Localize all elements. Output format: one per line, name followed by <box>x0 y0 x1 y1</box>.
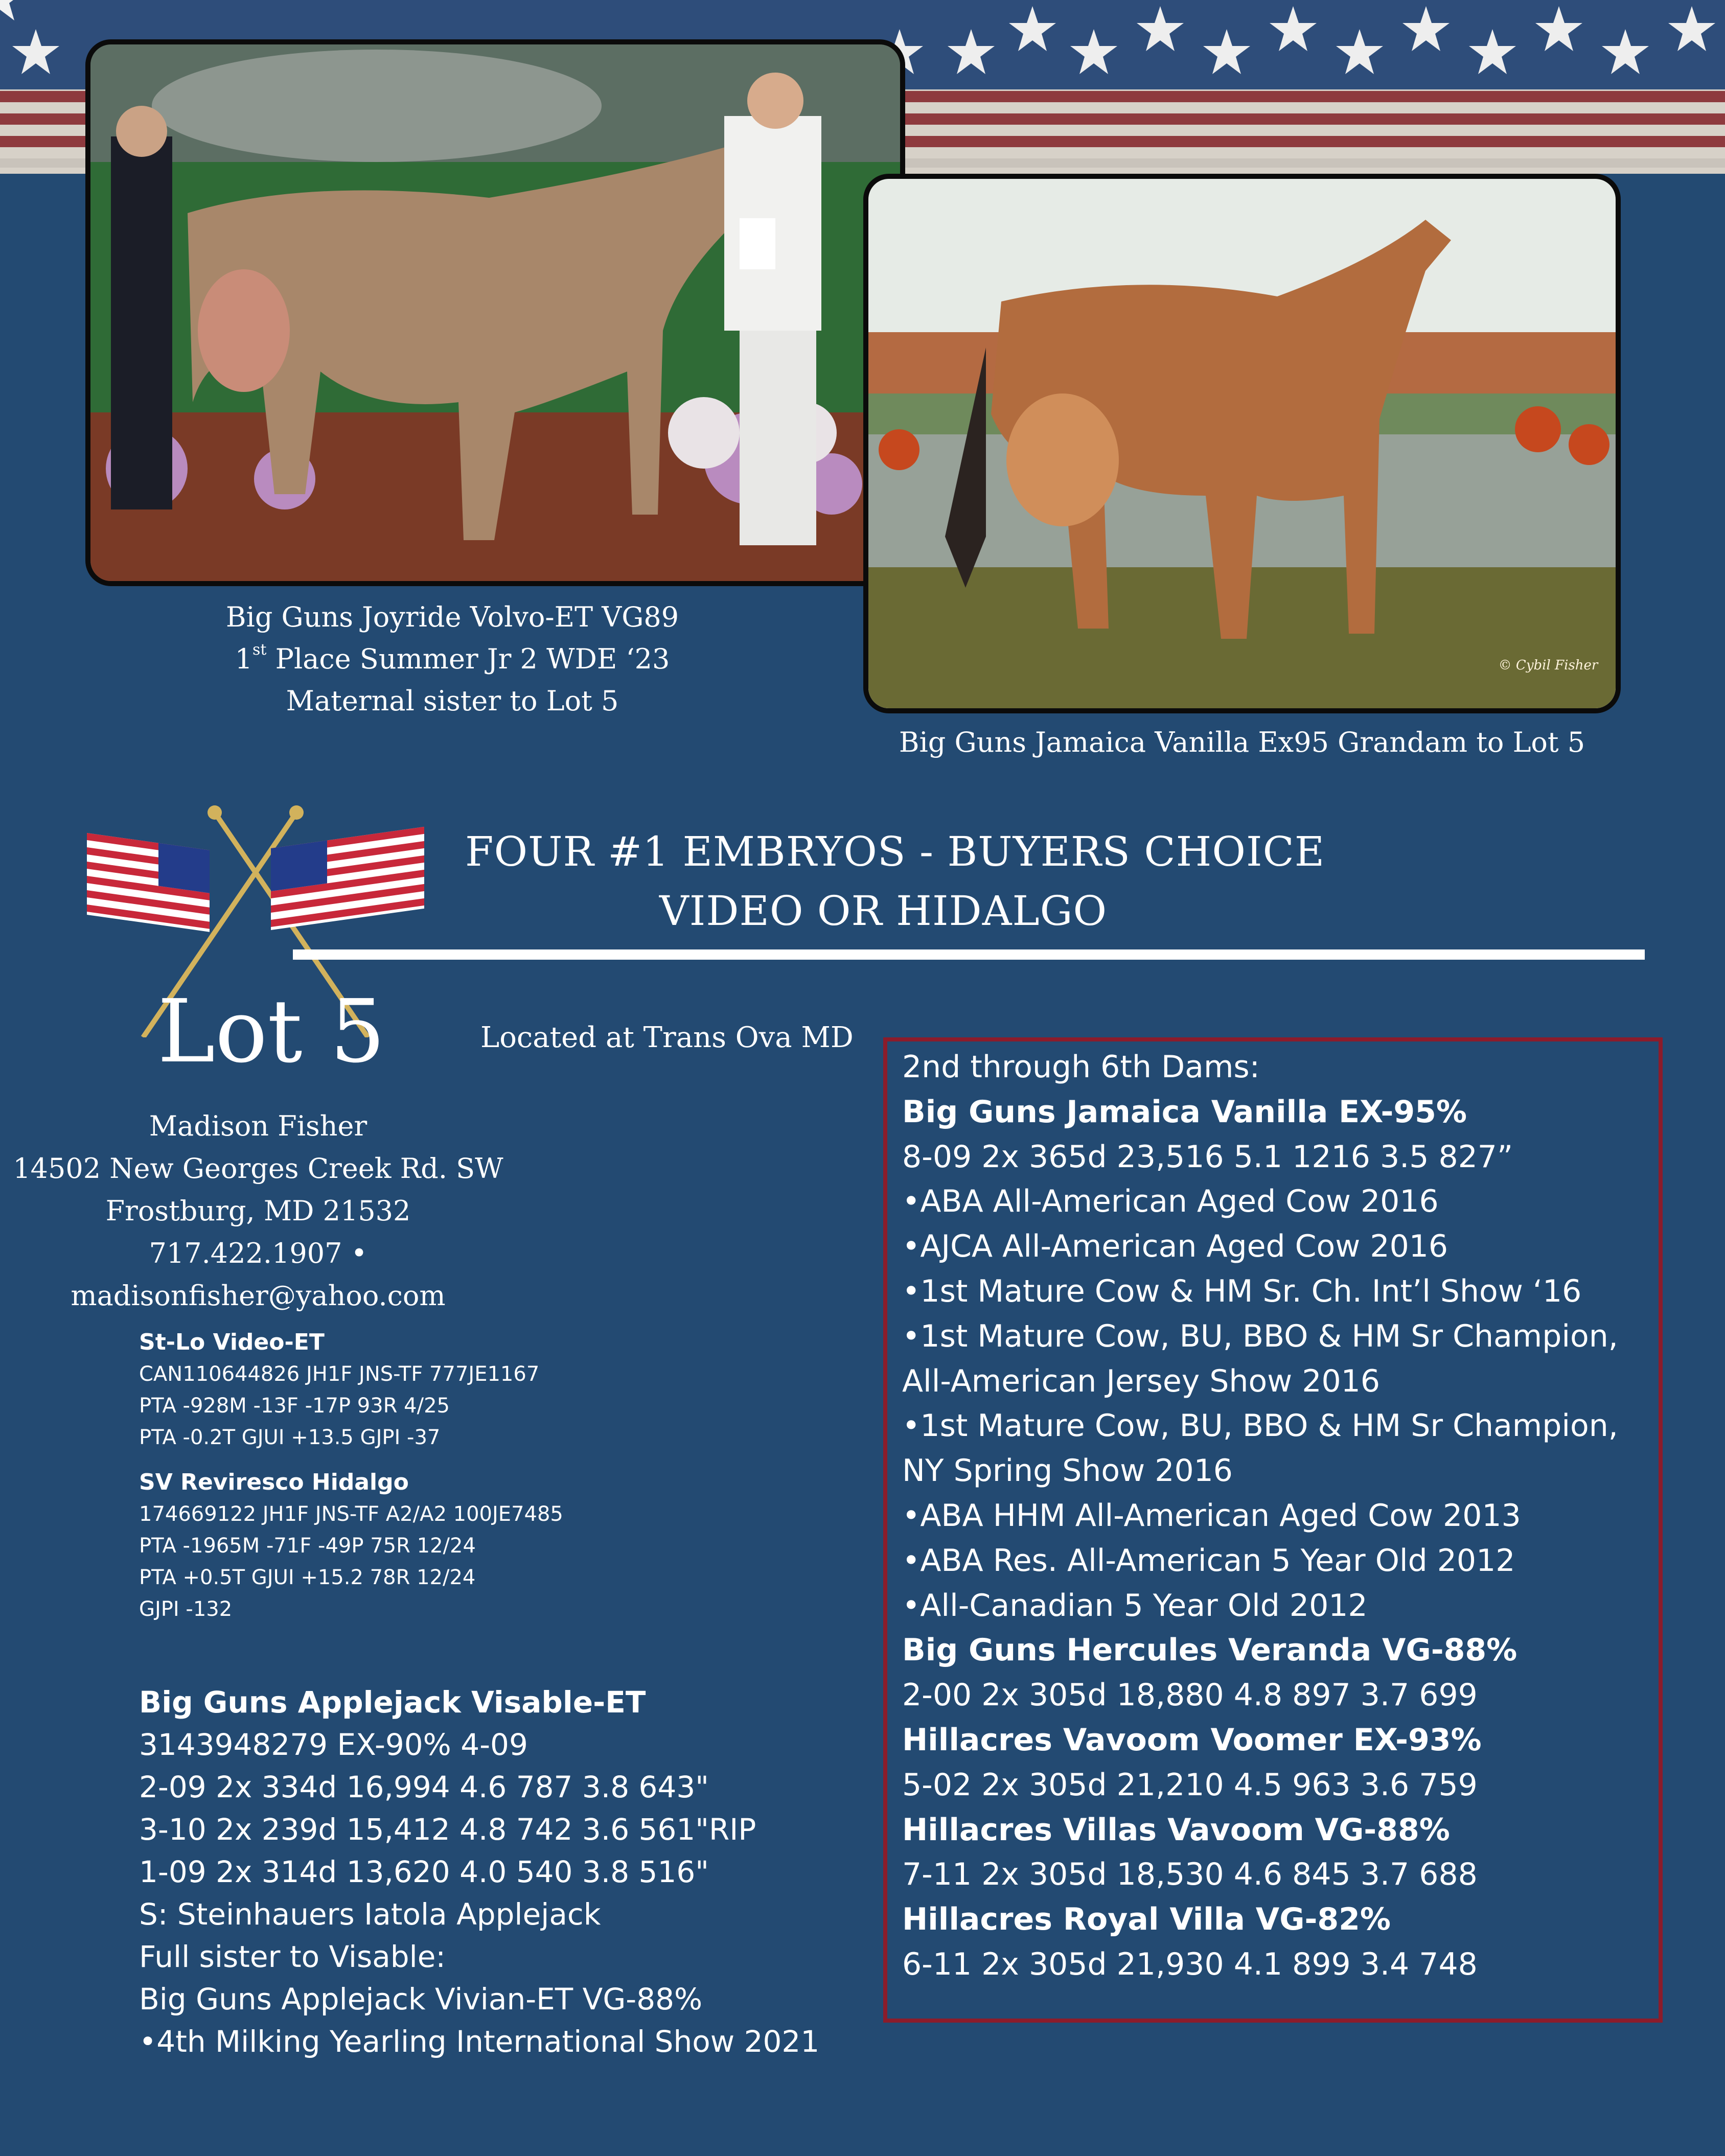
caption-line-2: 1st Place Summer Jr 2 WDE ‘23 <box>235 641 670 675</box>
dam-entry-line: 2-00 2x 305d 18,880 4.8 897 3.7 699 <box>902 1677 1478 1713</box>
dam-entry-line: •ABA All-American Aged Cow 2016 <box>902 1184 1439 1220</box>
dam-entry-name: Hillacres Vavoom Voomer EX-93% <box>902 1722 1482 1758</box>
left-photo-caption <box>197 596 708 722</box>
dam-entry-line: •ABA HHM All-American Aged Cow 2013 <box>902 1497 1521 1534</box>
dam-entry-line: 7-11 2x 305d 18,530 4.6 845 3.7 688 <box>902 1857 1478 1893</box>
dam-entry-line: 8-09 2x 365d 23,516 5.1 1216 3.5 827” <box>902 1139 1513 1175</box>
sire-line: PTA -1965M -71F -49P 75R 12/24 <box>139 1534 476 1558</box>
photo-jamaica-vanilla <box>863 174 1621 713</box>
dam-block <box>139 1681 819 2063</box>
divider-rule <box>293 949 1645 960</box>
dam-entry-line: •1st Mature Cow, BU, BBO & HM Sr Champion, <box>902 1408 1618 1444</box>
contact-city: Frostburg, MD 21532 <box>105 1195 411 1227</box>
contact-name: Madison Fisher <box>149 1110 367 1142</box>
dam-entry-line: •ABA Res. All-American 5 Year Old 2012 <box>902 1542 1515 1579</box>
sire-line: PTA -928M -13F -17P 93R 4/25 <box>139 1394 450 1418</box>
dam-entry-name: Hillacres Villas Vavoom VG-88% <box>902 1812 1450 1848</box>
dam-entry-line: •1st Mature Cow, BU, BBO & HM Sr Champion, <box>902 1318 1618 1354</box>
sire-line: CAN110644826 JH1F JNS-TF 777JE1167 <box>139 1362 540 1386</box>
dam-entry-line: NY Spring Show 2016 <box>902 1453 1233 1489</box>
contact-street: 14502 New Georges Creek Rd. SW <box>13 1152 503 1185</box>
headline-line-1: FOUR #1 EMBRYOS - BUYERS CHOICE <box>465 828 1325 875</box>
cow-show-photo <box>90 44 900 581</box>
dams-heading: 2nd through 6th Dams: <box>902 1049 1260 1085</box>
dams-box <box>902 1045 1618 1987</box>
dam-line: 2-09 2x 334d 16,994 4.6 787 3.8 643" <box>139 1770 709 1804</box>
right-photo-caption: Big Guns Jamaica Vanilla Ex95 Grandam to Lot 5 <box>899 726 1585 758</box>
sire-line: PTA +0.5T GJUI +15.2 78R 12/24 <box>139 1566 476 1589</box>
headline-line-2: VIDEO OR HIDALGO <box>659 887 1108 935</box>
photo-joyride-volvo <box>85 39 905 586</box>
dam-name: Big Guns Applejack Visable-ET <box>139 1685 646 1720</box>
dam-line: 1-09 2x 314d 13,620 4.0 540 3.8 516" <box>139 1854 709 1889</box>
sire-name: St-Lo Video-ET <box>139 1329 325 1355</box>
sire-line: PTA -0.2T GJUI +13.5 GJPI -37 <box>139 1426 441 1449</box>
sire-line: 174669122 JH1F JNS-TF A2/A2 100JE7485 <box>139 1502 563 1526</box>
dam-line: •4th Milking Yearling International Show 2021 <box>139 2024 820 2059</box>
cow-portrait-photo <box>868 179 1616 708</box>
dam-entry-line: •AJCA All-American Aged Cow 2016 <box>902 1228 1448 1265</box>
dam-entry-line: •All-Canadian 5 Year Old 2012 <box>902 1587 1368 1624</box>
dam-entry-line: All-American Jersey Show 2016 <box>902 1363 1381 1399</box>
sire-name: SV Reviresco Hidalgo <box>139 1469 409 1495</box>
location-text: Located at Trans Ova MD <box>480 1021 854 1054</box>
contact-block <box>0 1105 516 1317</box>
caption-line-3: Maternal sister to Lot 5 <box>286 685 619 717</box>
dam-entry-name: Hillacres Royal Villa VG-82% <box>902 1902 1391 1938</box>
sire-video <box>139 1327 539 1453</box>
sire-line: GJPI -132 <box>139 1597 233 1621</box>
contact-email[interactable]: madisonfisher@yahoo.com <box>71 1280 446 1312</box>
dam-entry-line: 6-11 2x 305d 21,930 4.1 899 3.4 748 <box>902 1946 1478 1982</box>
lot-number: Lot 5 <box>157 981 385 1082</box>
sire-hidalgo <box>139 1467 563 1625</box>
dam-line: 3143948279 EX-90% 4-09 <box>139 1727 528 1762</box>
contact-phone[interactable]: 717.422.1907 • <box>149 1237 367 1269</box>
photographer-signature-text: © Cybil Fisher <box>1498 658 1598 673</box>
dam-entry-line: •1st Mature Cow & HM Sr. Ch. Int’l Show ‘16 <box>902 1273 1582 1309</box>
dam-line: 3-10 2x 239d 15,412 4.8 742 3.6 561"RIP <box>139 1812 756 1847</box>
dam-entry-line: 5-02 2x 305d 21,210 4.5 963 3.6 759 <box>902 1767 1478 1803</box>
dam-line: S: Steinhauers Iatola Applejack <box>139 1897 601 1932</box>
caption-line-1: Big Guns Joyride Volvo-ET VG89 <box>225 601 679 633</box>
dam-entry-name: Big Guns Hercules Veranda VG-88% <box>902 1632 1517 1668</box>
dam-entry-name: Big Guns Jamaica Vanilla EX-95% <box>902 1094 1467 1130</box>
dam-line: Big Guns Applejack Vivian-ET VG-88% <box>139 1982 703 2016</box>
dam-line: Full sister to Visable: <box>139 1939 446 1974</box>
